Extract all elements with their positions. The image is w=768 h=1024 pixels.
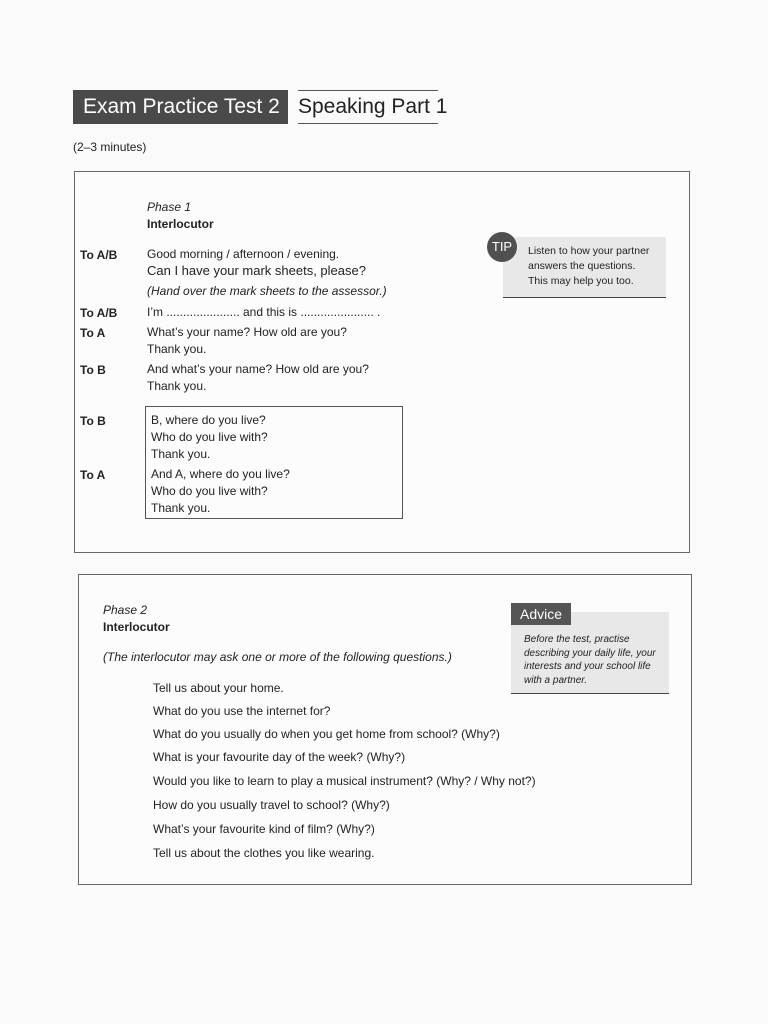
script-line: What’s your name? How old are you? <box>147 325 347 339</box>
script-line: And A, where do you live? <box>151 467 290 481</box>
script-line: Good morning / afternoon / evening. <box>147 247 340 261</box>
script-line: Can I have your mark sheets, please? <box>147 263 366 278</box>
tip-line: answers the questions. <box>528 260 636 272</box>
exam-title: Exam Practice Test 2 <box>73 90 288 124</box>
question-item: What do you use the internet for? <box>153 704 331 718</box>
advice-line: with a partner. <box>524 674 587 686</box>
section-title: Speaking Part 1 <box>298 90 438 124</box>
script-line: Thank you. <box>151 447 211 461</box>
row-label: To A/B <box>80 248 118 262</box>
phase1-role: Interlocutor <box>147 217 214 231</box>
advice-line: interests and your school life <box>524 661 651 672</box>
tip-badge: TIP <box>487 232 517 262</box>
row-label: To A/B <box>80 306 118 320</box>
phase2-label: Phase 2 <box>103 603 148 617</box>
script-line: Thank you. <box>151 501 211 515</box>
advice-line: describing your daily life, your <box>524 647 656 659</box>
script-line: Thank you. <box>147 379 207 393</box>
question-item: What is your favourite day of the week? (Why?) <box>153 750 406 764</box>
tip-line: Listen to how your partner <box>528 245 650 257</box>
stage-direction: (Hand over the mark sheets to the assessor.) <box>147 284 387 298</box>
question-item: What do you usually do when you get home from school? (Why?) <box>153 727 500 741</box>
advice-title: Advice <box>511 603 571 625</box>
row-label: To A <box>80 326 106 340</box>
advice-text <box>524 633 656 687</box>
question-item: How do you usually travel to school? (Why?) <box>153 798 390 812</box>
tip-text <box>528 244 649 289</box>
script-line: I’m ...................... and this is ...................... . <box>147 305 381 319</box>
phase2-note: (The interlocutor may ask one or more of the following questions.) <box>103 650 452 664</box>
advice-line: Before the test, practise <box>524 634 630 645</box>
phase1-label: Phase 1 <box>147 200 192 214</box>
row-label: To B <box>80 414 106 428</box>
duration-note: (2–3 minutes) <box>73 140 147 154</box>
script-line: Who do you live with? <box>151 430 268 444</box>
question-item: Tell us about your home. <box>153 681 284 695</box>
script-line: Thank you. <box>147 342 207 356</box>
row-label: To B <box>80 363 106 377</box>
script-line: And what’s your name? How old are you? <box>147 362 369 376</box>
question-item: Would you like to learn to play a musical instrument? (Why? / Why not?) <box>153 774 536 788</box>
script-line: B, where do you live? <box>151 413 266 427</box>
script-line: Who do you live with? <box>151 484 268 498</box>
phase2-role: Interlocutor <box>103 620 170 634</box>
row-label: To A <box>80 468 106 482</box>
question-item: What’s your favourite kind of film? (Why?) <box>153 822 375 836</box>
question-item: Tell us about the clothes you like wearing. <box>153 846 375 860</box>
tip-line: This may help you too. <box>528 275 634 287</box>
